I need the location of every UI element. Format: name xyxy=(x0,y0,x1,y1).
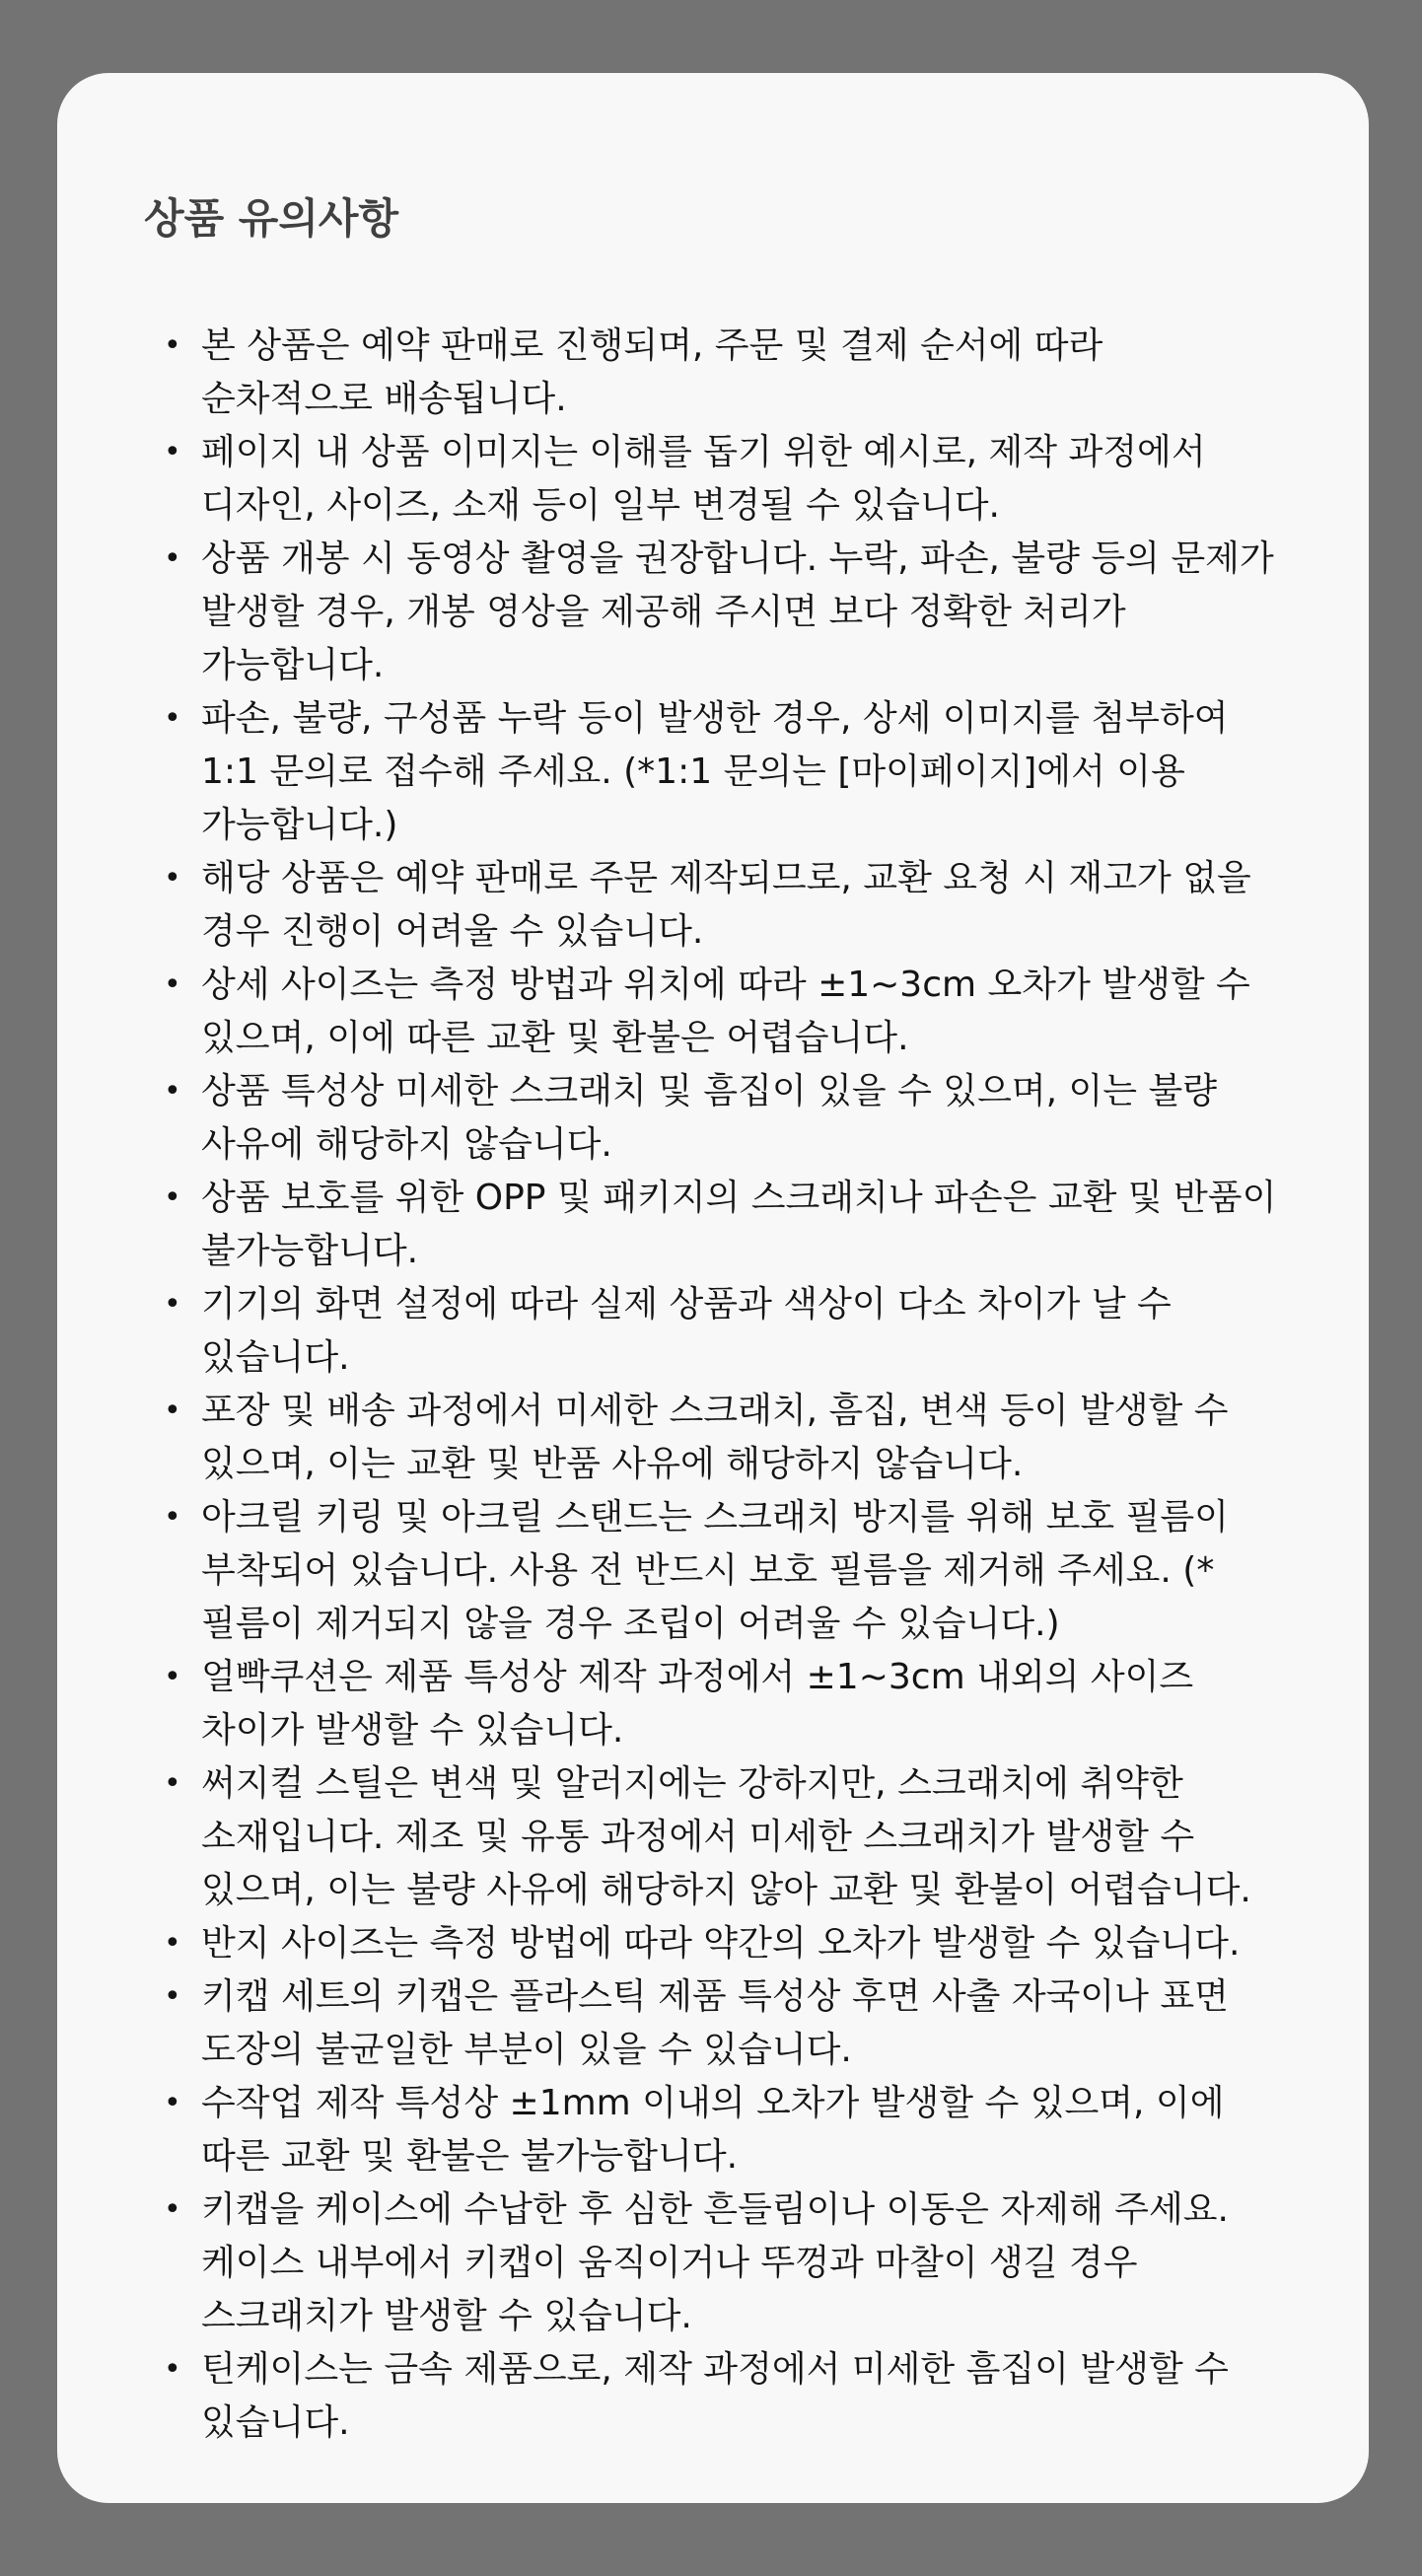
bullet-icon: • xyxy=(164,1979,181,2014)
list-item-text: 파손, 불량, 구성품 누락 등이 발생한 경우, 상세 이미지를 첨부하여 1:1 문의로 접수해 주세요. (*1:1 문의는 [마이페이지]에서 이용 가능합니다.) xyxy=(201,698,1229,845)
list-item xyxy=(144,2183,1280,2343)
list-item xyxy=(144,1278,1280,1385)
bullet-icon: • xyxy=(164,1074,181,1109)
list-item-text: 페이지 내 상품 이미지는 이해를 돕기 위한 예시로, 제작 과정에서 디자인, 사이즈, 소재 등이 일부 변경될 수 있습니다. xyxy=(201,432,1206,526)
list-item xyxy=(144,1172,1280,1278)
list-item-text: 얼빡쿠션은 제품 특성상 제작 과정에서 ±1~3cm 내외의 사이즈 차이가 발생할 수 있습니다. xyxy=(201,1657,1194,1751)
bullet-icon: • xyxy=(164,2086,181,2120)
list-item xyxy=(144,1491,1280,1651)
bullet-icon: • xyxy=(164,861,181,895)
list-item-text: 해당 상품은 예약 판매로 주문 제작되므로, 교환 요청 시 재고가 없을 경우 진행이 어려울 수 있습니다. xyxy=(201,858,1251,952)
list-item-text: 아크릴 키링 및 아크릴 스탠드는 스크래치 방지를 위해 보호 필름이 부착되어 있습니다. 사용 전 반드시 보호 필름을 제거해 주세요. (*필름이 제거되지 않을 경우 조립이 어려울 수 있습니다.) xyxy=(201,1497,1229,1644)
list-item-text: 상품 개봉 시 동영상 촬영을 권장합니다. 누락, 파손, 불량 등의 문제가 발생할 경우, 개봉 영상을 제공해 주시면 보다 정확한 처리가 가능합니다. xyxy=(201,538,1274,685)
bullet-icon: • xyxy=(164,1287,181,1322)
bullet-icon: • xyxy=(164,2192,181,2227)
list-item-text: 본 상품은 예약 판매로 진행되며, 주문 및 결제 순서에 따라 순차적으로 배송됩니다. xyxy=(201,325,1103,419)
bullet-icon: • xyxy=(164,701,181,736)
list-item xyxy=(144,426,1280,533)
list-item xyxy=(144,959,1280,1065)
bullet-icon: • xyxy=(164,2352,181,2387)
bullet-icon: • xyxy=(164,1766,181,1801)
list-item xyxy=(144,2343,1280,2450)
list-item-text: 써지컬 스틸은 변색 및 알러지에는 강하지만, 스크래치에 취약한 소재입니다. 제조 및 유통 과정에서 미세한 스크래치가 발생할 수 있으며, 이는 불량 사유에 해당하지 않아 교환 및 환불이 어렵습니다. xyxy=(201,1763,1251,1910)
list-item-text: 틴케이스는 금속 제품으로, 제작 과정에서 미세한 흠집이 발생할 수 있습니다. xyxy=(201,2349,1229,2443)
list-item xyxy=(144,852,1280,959)
list-item-text: 반지 사이즈는 측정 방법에 따라 약간의 오차가 발생할 수 있습니다. xyxy=(201,1923,1241,1964)
bullet-icon: • xyxy=(164,541,181,576)
list-item xyxy=(144,1065,1280,1172)
list-item xyxy=(144,1970,1280,2077)
list-item-text: 키캡을 케이스에 수납한 후 심한 흔들림이나 이동은 자제해 주세요. 케이스 내부에서 키캡이 움직이거나 뚜껑과 마찰이 생길 경우 스크래치가 발생할 수 있습니다. xyxy=(201,2189,1229,2336)
bullet-icon: • xyxy=(164,1181,181,1215)
page-title: 상품 유의사항 xyxy=(144,194,399,243)
notice-card xyxy=(57,73,1369,2503)
list-item xyxy=(144,533,1280,692)
bullet-icon: • xyxy=(164,1660,181,1694)
list-item-text: 상품 보호를 위한 OPP 및 패키지의 스크래치나 파손은 교환 및 반품이 불가능합니다. xyxy=(201,1178,1277,1271)
notice-list xyxy=(144,320,1280,2450)
list-item xyxy=(144,1651,1280,1757)
list-item xyxy=(144,320,1280,426)
bullet-icon: • xyxy=(164,328,181,363)
list-item xyxy=(144,1757,1280,1917)
bullet-icon: • xyxy=(164,1394,181,1428)
list-item-text: 상품 특성상 미세한 스크래치 및 흠집이 있을 수 있으며, 이는 불량 사유에 해당하지 않습니다. xyxy=(201,1071,1218,1165)
list-item-text: 포장 및 배송 과정에서 미세한 스크래치, 흠집, 변색 등이 발생할 수 있으며, 이는 교환 및 반품 사유에 해당하지 않습니다. xyxy=(201,1391,1229,1484)
list-item-text: 수작업 제작 특성상 ±1mm 이내의 오차가 발생할 수 있으며, 이에 따른 교환 및 환불은 불가능합니다. xyxy=(201,2083,1225,2177)
list-item-text: 기기의 화면 설정에 따라 실제 상품과 색상이 다소 차이가 날 수 있습니다. xyxy=(201,1284,1172,1378)
bullet-icon: • xyxy=(164,1500,181,1535)
list-item-text: 키캡 세트의 키캡은 플라스틱 제품 특성상 후면 사출 자국이나 표면 도장의 불균일한 부분이 있을 수 있습니다. xyxy=(201,1976,1229,2070)
bullet-icon: • xyxy=(164,967,181,1002)
list-item xyxy=(144,1917,1280,1970)
list-item xyxy=(144,692,1280,852)
bullet-icon: • xyxy=(164,435,181,469)
bullet-icon: • xyxy=(164,1926,181,1961)
list-item xyxy=(144,1385,1280,1491)
list-item xyxy=(144,2077,1280,2183)
list-item-text: 상세 사이즈는 측정 방법과 위치에 따라 ±1~3cm 오차가 발생할 수 있으며, 이에 따른 교환 및 환불은 어렵습니다. xyxy=(201,965,1250,1058)
